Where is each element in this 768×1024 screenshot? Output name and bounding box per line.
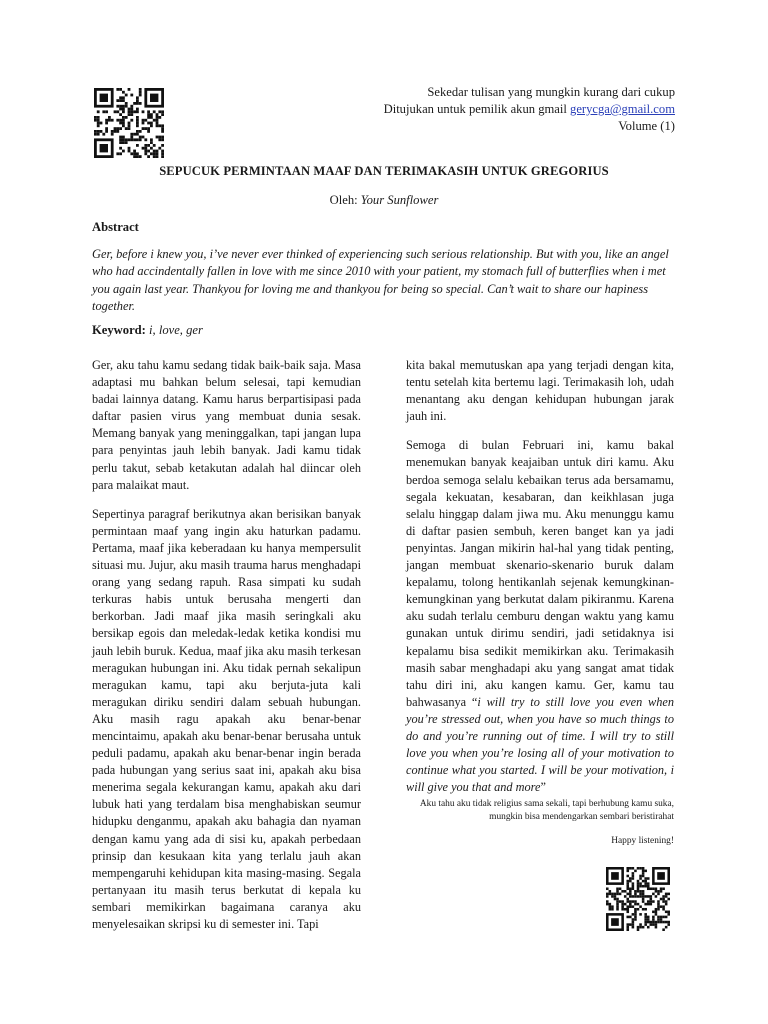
left-column (92, 357, 361, 945)
header-dedication: Ditujukan untuk pemilik akun gmail gerycga@gmail.com (383, 102, 675, 116)
header-subtitle: Sekedar tulisan yang mungkin kurang dari cukup (427, 85, 675, 99)
paragraph: Ger, aku tahu kamu sedang tidak baik-baik saja. Masa adaptasi mu bahkan belum selesai, tapi kemudian badai lainnya datang. Kamu harus berpartisipasi pada daftar pasien virus yang membuat dunia sesak. Memang banyak yang meninggalkan, tapi jangan lupa para penyintas jauh lebih banyak. Jadi kamu tidak perlu takut, sebab ketakutan adalah hal diincar oleh para malaikat maut. (92, 358, 361, 492)
abstract-text: Ger, before i knew you, i’ve never ever thinked of experiencing such serious relationship. But with you, like an angel who had accindentally fallen in love with me since 2010 with your patient, my stomach full of butterflies when i met you again last year. Thankyou for loving me and thankyou for being so special. Can’t wait to share our hapiness together. (92, 247, 669, 313)
author-name: Your Sunflower (360, 193, 439, 207)
document-title: SEPUCUK PERMINTAAN MAAF DAN TERIMAKASIH UNTUK GREGORIUS (159, 164, 609, 178)
volume-label: Volume (1) (618, 119, 675, 133)
qr-code-icon[interactable] (94, 88, 164, 158)
right-column (406, 357, 674, 808)
header-info (255, 84, 675, 135)
quote-text: i will try to still love you even when you’re stressed out, when you have so much things to do and you’re running out of time. I will try to still love you when you’re losing all of your motivation to continue what you started. I will be your motivation, i will give you that and more (406, 694, 674, 795)
keywords (92, 323, 203, 338)
music-note: Aku tahu aku tidak religius sama sekali, tapi berhubung kamu suka, mungkin bisa mendengarkan sembari beristirahat (419, 799, 674, 822)
paragraph: kita bakal memutuskan apa yang terjadi dengan kita, tentu setelah kita bertemu lagi. Terimakasih loh, udah menantang aku dengan kehidupan hubungan jarak jauh ini. (406, 358, 674, 424)
email-link[interactable]: gerycga@gmail.com (570, 102, 675, 116)
paragraph: Semoga di bulan Februari ini, kamu bakal menemukan banyak keajaiban untuk diri kamu. Aku berdoa semoga selalu kebaikan terus ada bersamamu, segala kekuatan, kesabaran, dan keikhlasan juga selalu hinggap dalam jiwa mu. Aku menunggu kamu di daftar pasien sembuh, keren banget kan ya jadi penyintas. Jangan mikirin hal-hal yang tidak penting, jangan membuat skenario-skenario buruk dalam kepalamu, tolong hentikanlah sejenak kemungkinan-kemungkinan yang berkutat dalam pikiranmu. Karena aku sudah terlalu cemburu dengan waktu yang kamu gunakan untuk dirimu sendiri, jadi setidaknya isi kepalamu bisa sedikit memikirkan aku. Terimakasih masih sabar menghadapi aku yang sangat amat tidak tahu diri ini, aku kangen kamu. Ger, kamu tau bahwasanya “i will try to still love you even when you’re stressed out, when you have so much things to do and you’re running out of time. I will try to still love you when you’re losing all of your motivation to continue what you started. I will be your motivation, i will give you that and more” (406, 438, 674, 795)
abstract-heading: Abstract (92, 220, 139, 234)
keyword-label: Keyword: (92, 323, 146, 337)
happy-listening-label: Happy listening! (611, 836, 674, 846)
byline: Oleh: Your Sunflower (329, 193, 439, 207)
paragraph: Sepertinya paragraf berikutnya akan berisikan banyak permintaan maaf yang ingin aku haturkan padamu. Pertama, maaf jika keberadaan ku hanya mempersulit situasi mu. Jujur, aku masih trauma harus menghadapi orang yang sedang rapuh. Rasa simpati ku sudah terkuras habis untuk berusaha mengerti dan berkorban. Jadi maaf jika masih seringkali aku bersikap egois dan meledak-ledak ketika kondisi mu jauh lebih buruk. Kedua, maaf jika aku masih terkesan meragukan hubungan ini. Aku tidak pernah sekalipun meragukan kamu, tapi aku berjuta-juta kali meragukan diriku sendiri dalam sebuah hubungan. Aku masih ragu apakah aku benar-benar mencintaimu, apakah aku benar-benar berusaha untuk peduli padamu, apakah aku benar-benar ingin berada pada hubungan yang serius saat ini, apakah aku bisa menerima segala kekurangan kamu, apakah aku dari lubuk hati yang terdalam bisa menghabiskan seumur hidupku denganmu, apakah aku bahagia dan nyaman dengan kamu yang ada di sisi ku, apakah perbedaan prinsip dan kesukaan kita yang terlalu jauh akan mempengaruhi kehidupan kita masing-masing. Segala pertanyaan itu masih terus berkutat di kepala ku sembari memikirkan bagaimana caranya aku menyelesaikan skripsi ku di semester ini. Tapi (92, 506, 361, 931)
keyword-values: i, love, ger (145, 323, 203, 337)
qr-code-icon[interactable] (606, 867, 670, 931)
